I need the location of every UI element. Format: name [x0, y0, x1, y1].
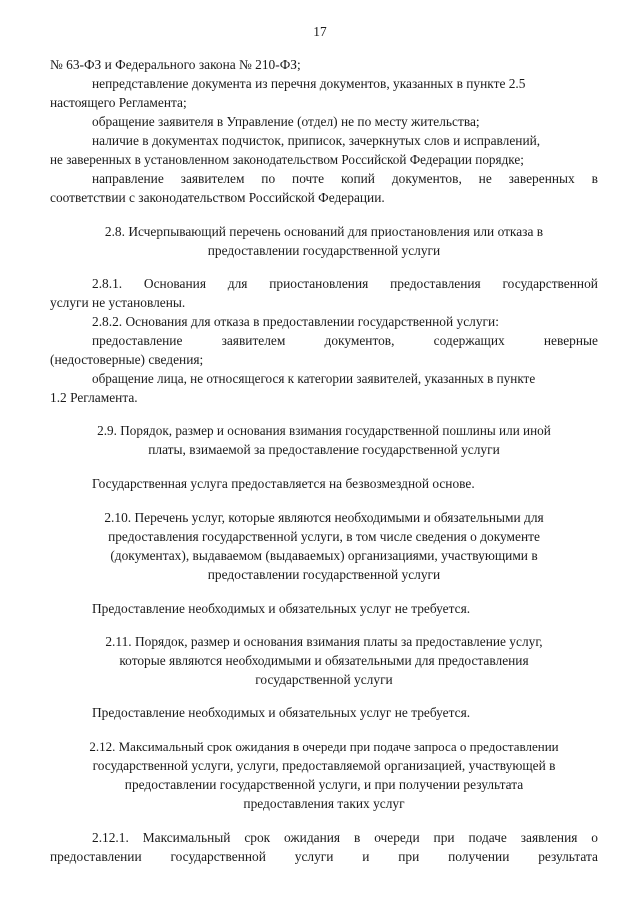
- word: неверные: [543, 333, 598, 348]
- word: результата: [538, 849, 598, 864]
- text-line: непредставление документа из перечня документов, указанных в пункте 2.5: [92, 76, 526, 91]
- word: документов,: [391, 171, 462, 186]
- section-heading-2-11: 2.11. Порядок, размер и основания взимания платы за предоставление услуг,: [105, 634, 543, 649]
- text-line: услуги не установлены.: [50, 295, 186, 310]
- word: подаче: [468, 830, 507, 845]
- word: при: [398, 849, 420, 864]
- word: Основания: [143, 276, 206, 291]
- section-heading-2-10: предоставления государственной услуги, в том числе сведения о документе: [108, 529, 540, 544]
- word: не: [478, 171, 492, 186]
- word: в: [591, 171, 598, 186]
- text-line: 2.8.2. Основания для отказа в предоставлении государственной услуги:: [92, 314, 499, 329]
- word: государственной: [502, 276, 598, 291]
- text-line: обращение заявителя в Управление (отдел) не по месту жительства;: [92, 114, 480, 129]
- text-line: наличие в документах подчисток, приписок, зачеркнутых слов и исправлений,: [92, 133, 541, 148]
- section-heading-2-12: предоставлении государственной услуги, и при получении результата: [124, 777, 524, 792]
- word: для: [227, 276, 248, 291]
- word: документов,: [324, 333, 395, 348]
- word: при: [433, 830, 455, 845]
- word: 2.8.1.: [92, 276, 123, 291]
- section-heading-2-10: 2.10. Перечень услуг, которые являются необходимыми и обязательными для: [104, 510, 544, 525]
- word: в: [353, 830, 361, 845]
- text-line: Предоставление необходимых и обязательных услуг не требуется.: [92, 601, 471, 616]
- word: государственной: [170, 849, 266, 864]
- section-heading-2-12: государственной услуги, услуги, предоставляемой организацией, участвующей в: [92, 758, 556, 773]
- text-line: (недостоверные) сведения;: [50, 352, 204, 367]
- word: Максимальный: [142, 830, 231, 845]
- text-line: 1.2 Регламента.: [50, 390, 138, 405]
- text-line: [92, 830, 598, 846]
- section-heading-2-10: (документах), выдаваемом (выдаваемых) организациями, участвующими в: [110, 548, 538, 563]
- word: о: [591, 830, 598, 845]
- section-heading-2-10: предоставлении государственной услуги: [207, 567, 441, 582]
- word: по: [261, 171, 276, 186]
- section-heading-2-11: государственной услуги: [255, 672, 393, 687]
- text-line: [50, 849, 598, 865]
- section-heading-2-12: предоставления таких услуг: [243, 796, 405, 811]
- word: приостановления: [269, 276, 369, 291]
- word: заверенных: [508, 171, 575, 186]
- word: почте: [292, 171, 325, 186]
- section-heading-2-8: предоставлении государственной услуги: [207, 243, 441, 258]
- word: заявителем: [180, 171, 245, 186]
- word: срок: [244, 830, 271, 845]
- section-heading-2-12: 2.12. Максимальный срок ожидания в очереди при подаче запроса о предоставлении: [89, 739, 559, 754]
- text-line: обращение лица, не относящегося к категории заявителей, указанных в пункте: [92, 371, 536, 386]
- text-line: [92, 171, 598, 187]
- text-line: Государственная услуга предоставляется на безвозмездной основе.: [92, 476, 475, 491]
- text-line: [92, 276, 598, 292]
- section-heading-2-9: 2.9. Порядок, размер и основания взимания государственной пошлины или иной: [97, 423, 551, 438]
- word: очереди: [374, 830, 420, 845]
- word: ожидания: [284, 830, 341, 845]
- word: предоставления: [390, 276, 481, 291]
- word: получении: [448, 849, 510, 864]
- text-line: настоящего Регламента;: [50, 95, 187, 110]
- word: содержащих: [433, 333, 505, 348]
- section-heading-2-8: 2.8. Исчерпывающий перечень оснований для приостановления или отказа в: [104, 224, 544, 239]
- word: направление: [92, 171, 164, 186]
- text-line: [92, 333, 598, 349]
- word: заявления: [520, 830, 578, 845]
- word: и: [362, 849, 370, 864]
- word: предоставление: [92, 333, 183, 348]
- section-heading-2-9: платы, взимаемой за предоставление государственной услуги: [148, 442, 500, 457]
- word: предоставлении: [50, 849, 142, 864]
- text-line: не заверенных в установленном законодательством Российской Федерации порядке;: [50, 152, 524, 167]
- word: заявителем: [221, 333, 286, 348]
- word: услуги: [294, 849, 334, 864]
- text-line: соответствии с законодательством Российской Федерации.: [50, 190, 385, 205]
- page-number: 17: [313, 24, 327, 39]
- section-heading-2-11: которые являются необходимыми и обязательными для предоставления: [119, 653, 529, 668]
- text-line: № 63-ФЗ и Федерального закона № 210-ФЗ;: [50, 57, 301, 72]
- text-line: Предоставление необходимых и обязательных услуг не требуется.: [92, 705, 471, 720]
- word: 2.12.1.: [92, 830, 129, 845]
- word: копий: [340, 171, 375, 186]
